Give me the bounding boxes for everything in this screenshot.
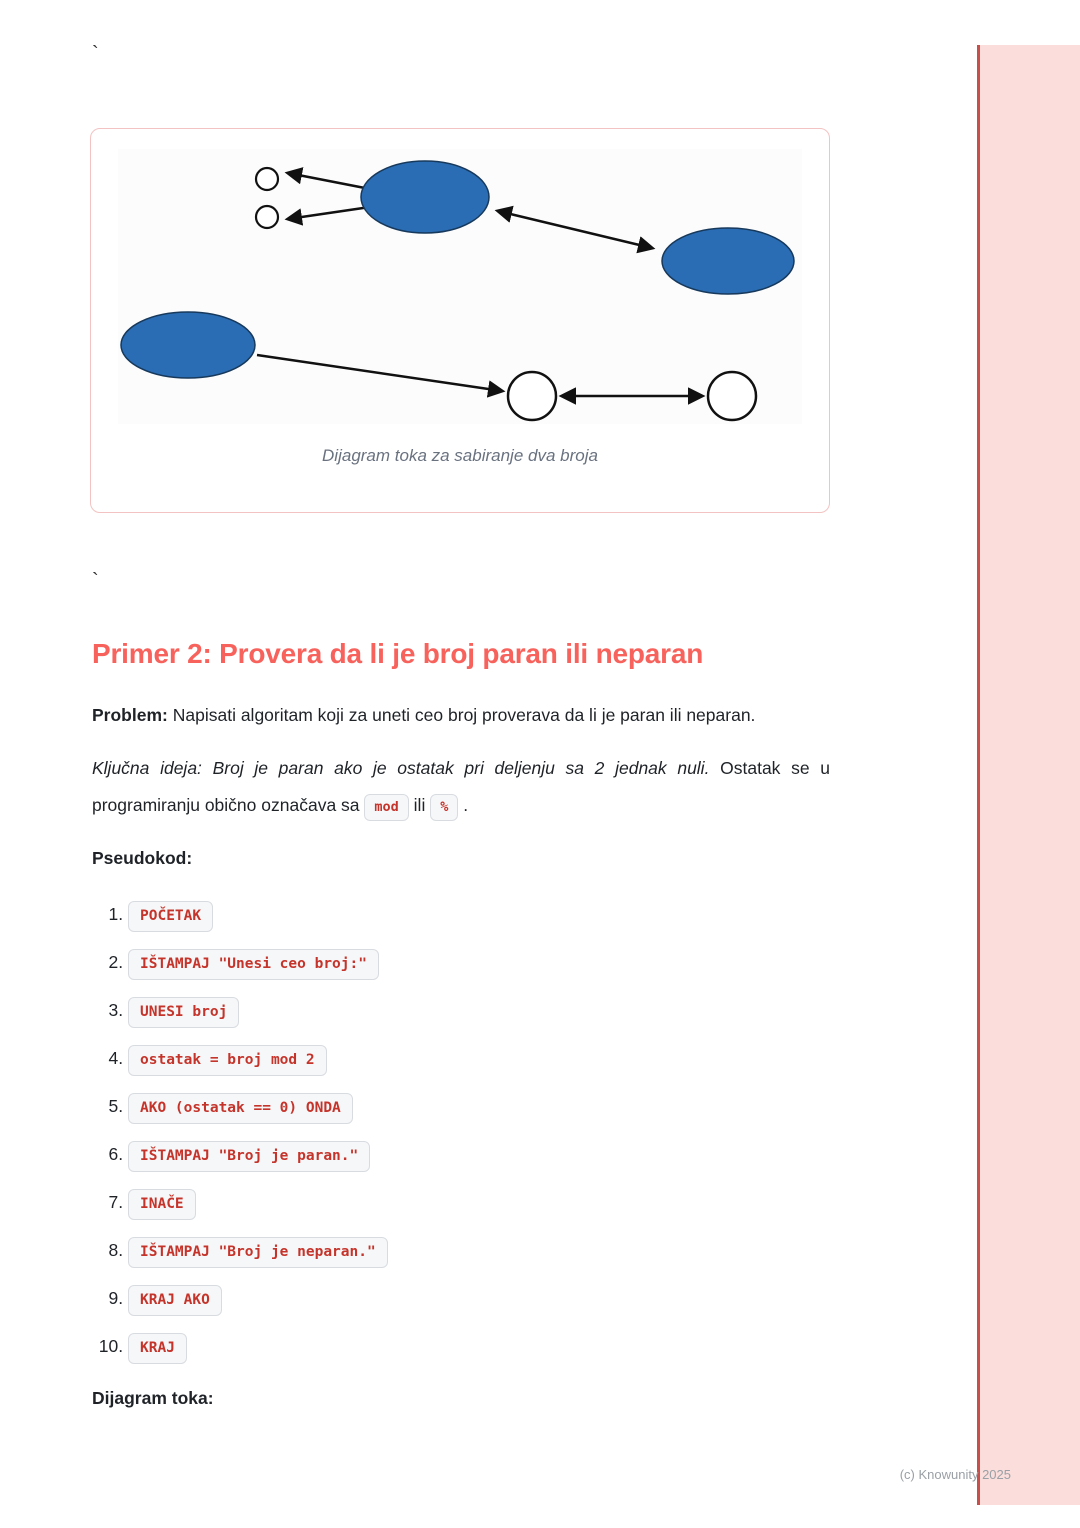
diagram-label: Dijagram toka: (92, 1388, 214, 1409)
idea-text: Ostatak se u programiranju obično označava sa (92, 758, 830, 816)
pseudocode-item (128, 1235, 830, 1268)
pseudocode-step: ostatak = broj mod 2 (128, 1045, 327, 1076)
inline-code-percent: % (430, 794, 458, 821)
pseudocode-item (128, 947, 830, 980)
pseudocode-list (92, 899, 830, 1364)
idea-period: . (463, 795, 469, 816)
stray-backtick: ` (92, 570, 99, 592)
pseudocode-step: UNESI broj (128, 997, 239, 1028)
pseudocode-step: IŠTAMPAJ "Broj je paran." (128, 1141, 370, 1172)
pseudocode-step: KRAJ (128, 1333, 187, 1364)
problem-text: Napisati algoritam koji za uneti ceo broj proverava da li je paran ili neparan. (172, 705, 756, 725)
inline-code-mod: mod (364, 794, 408, 821)
flowchart-svg (118, 149, 802, 424)
figure-caption: Dijagram toka za sabiranje dva broja (322, 446, 598, 465)
idea-ili: ili (413, 795, 426, 816)
section-heading: Primer 2: Provera da li je broj paran ili neparan (92, 638, 704, 669)
pseudocode-step: AKO (ostatak == 0) ONDA (128, 1093, 353, 1124)
pseudocode-item (128, 1043, 830, 1076)
pseudocode-item (128, 899, 830, 932)
pseudocode-item (128, 1331, 830, 1364)
stray-backtick: ` (92, 43, 99, 65)
pseudocode-item (128, 1139, 830, 1172)
flowchart-image (118, 149, 802, 424)
pseudocode-item (128, 1283, 830, 1316)
copyright-note: (c) Knowunity 2025 (899, 1467, 1011, 1482)
problem-label: Problem: (92, 705, 168, 725)
pseudocode-step: IŠTAMPAJ "Broj je neparan." (128, 1237, 388, 1268)
pseudocode-step: IŠTAMPAJ "Unesi ceo broj:" (128, 949, 379, 980)
pseudocode-item (128, 995, 830, 1028)
pseudocode-step: INAČE (128, 1189, 196, 1220)
pseudocode-label: Pseudokod: (92, 848, 193, 869)
pseudocode-item (128, 1091, 830, 1124)
idea-paragraph (92, 750, 830, 824)
pseudocode-step: POČETAK (128, 901, 213, 932)
document-content (92, 0, 830, 1409)
idea-italic-text: Ključna ideja: Broj je paran ako je ostatak pri deljenju sa 2 jednak nuli. (92, 758, 710, 779)
figure-card (90, 128, 830, 513)
problem-paragraph (92, 697, 830, 734)
page-margin-strip (977, 45, 1080, 1505)
pseudocode-step: KRAJ AKO (128, 1285, 222, 1316)
pseudocode-item (128, 1187, 830, 1220)
